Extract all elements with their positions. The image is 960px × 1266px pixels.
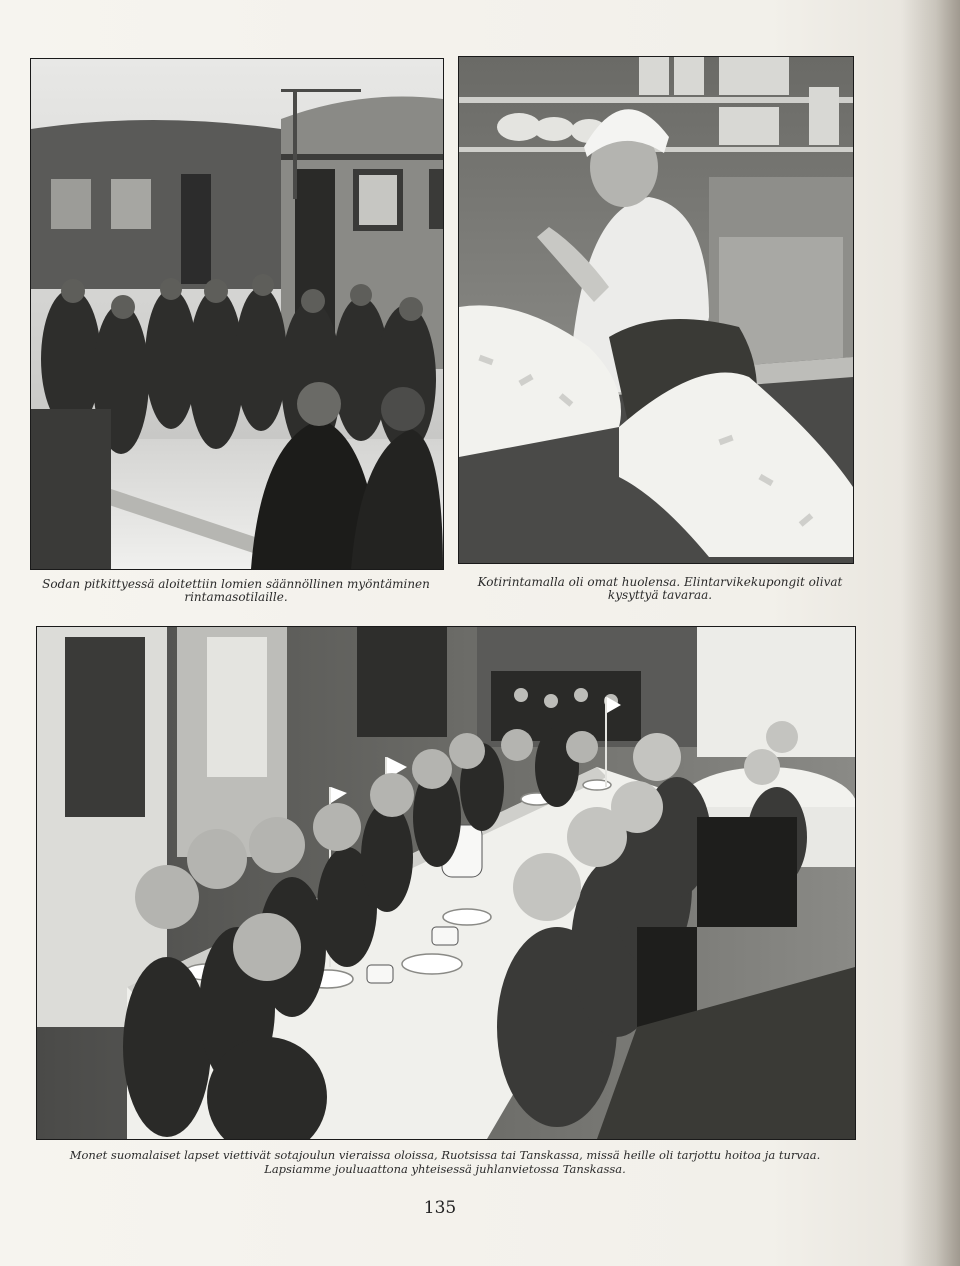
- train-caption-line-1: Sodan pitkittyessä aloitettiin lomien säännöllinen myöntäminen: [42, 577, 430, 591]
- dinner-photo-caption: [36, 1148, 854, 1176]
- children-christmas-dinner-photo: [36, 626, 856, 1140]
- dinner-caption-line-2: Lapsiamme jouluaattona yhteisessä juhlanvietossa Tanskassa.: [264, 1162, 626, 1176]
- soldiers-boarding-train-photo: [30, 58, 444, 570]
- train-photo-caption: [30, 578, 442, 604]
- shop-caption-line-2: kysyttyä tavaraa.: [607, 588, 713, 602]
- ration-coupons-shop-photo: [458, 56, 854, 564]
- book-spine-shadow: [900, 0, 960, 1266]
- page-number: 135: [423, 1198, 457, 1218]
- shop-photo-caption: [458, 576, 862, 602]
- train-caption-line-2: rintamasotilaille.: [184, 590, 288, 604]
- shop-caption-line-1: Kotirintamalla oli omat huolensa. Elintarvikekupongit olivat: [477, 575, 843, 589]
- dinner-caption-line-1: Monet suomalaiset lapset viettivät sotajoulun vieraissa oloissa, Ruotsissa tai Tanskassa, missä heille oli tarjottu hoitoa ja turvaa.: [69, 1148, 821, 1162]
